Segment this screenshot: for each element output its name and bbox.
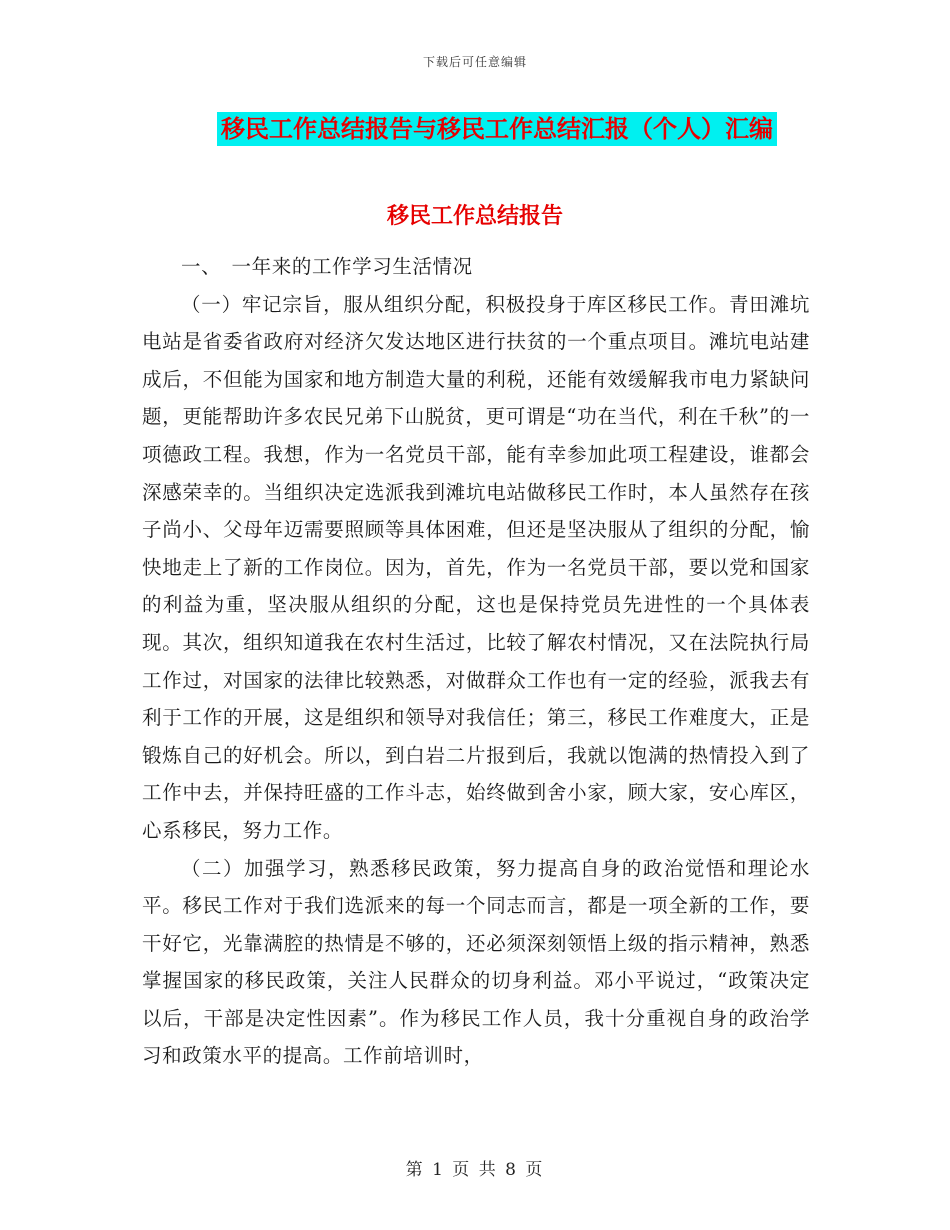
page-number: 第 1 页 共 8 页	[405, 1160, 545, 1180]
sub-title: 移民工作总结报告	[386, 204, 563, 229]
page-header-note: 下载后可任意编辑	[422, 55, 527, 69]
main-title: 移民工作总结报告与移民工作总结汇报（个人）汇编	[217, 112, 777, 146]
paragraph: （一）牢记宗旨，服从组织分配，积极投身于库区移民工作。青田滩坑电站是省委省政府对经济欠发达地区进行扶贫的一个重点项目。滩坑电站建成后，不但能为国家和地方制造大量的利税，还能有效缓解我市电力紧缺问题，更能帮助许多农民兄弟下山脱贫，更可谓是“功在当代，利在千秋”的一项德政工程。我想，作为一名党员干部，能有幸参加此项工程建设，谁都会深感荣幸的。当组织决定选派我到滩坑电站做移民工作时，本人虽然存在孩子尚小、父母年迈需要照顾等具体困难，但还是坚决服从了组织的分配，愉快地走上了新的工作岗位。因为，首先，作为一名党员干部，要以党和国家的利益为重，坚决服从组织的分配，这也是保持党员先进性的一个具体表现。其次，组织知道我在农村生活过，比较了解农村情况，又在法院执行局工作过，对国家的法律比较熟悉，对做群众工作也有一定的经验，派我去有利于工作的开展，这是组织和领导对我信任；第三，移民工作难度大，正是锻炼自己的好机会。所以，到白岩二片报到后，我就以饱满的热情投入到了工作中去，并保持旺盛的工作斗志，始终做到舍小家，顾大家，安心库区，心系移民，努力工作。	[142, 292, 810, 842]
paragraph: （二）加强学习，熟悉移民政策，努力提高自身的政治觉悟和理论水平。移民工作对于我们选派来的每一个同志而言，都是一项全新的工作，要干好它，光靠满腔的热情是不够的，还必须深刻领悟上级的指示精神，熟悉掌握国家的移民政策，关注人民群众的切身利益。邓小平说过，“政策决定以后，干部是决定性因素”。作为移民工作人员，我十分重视自身的政治学习和政策水平的提高。工作前培训时，	[142, 856, 810, 1068]
main-title-container	[0, 112, 950, 146]
section-heading: 一、 一年来的工作学习生活情况	[181, 255, 473, 278]
document-body	[142, 248, 810, 1075]
